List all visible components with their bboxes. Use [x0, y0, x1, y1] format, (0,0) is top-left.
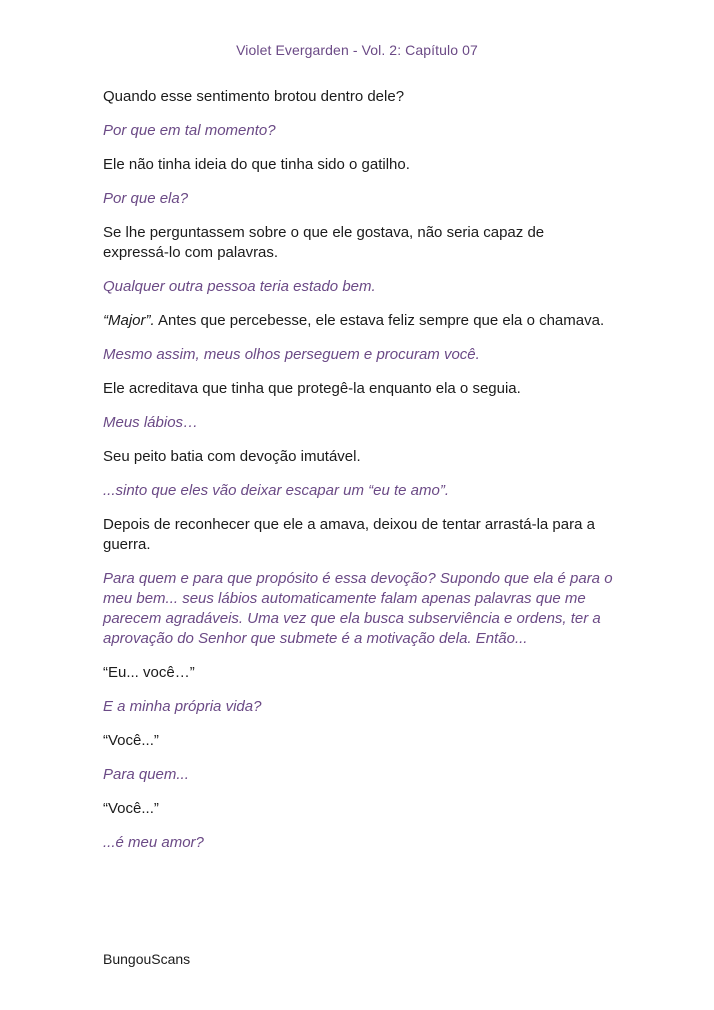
thought-line — [103, 569, 613, 649]
thought-text: E a minha própria vida? — [103, 698, 262, 715]
paragraph-text: “Você...” — [103, 800, 159, 817]
thought-text: Para quem e para que propósito é essa devoção? Supondo que ela é para o meu bem... seus lábios automaticamente falam apenas palavras que me parecem agradáveis. Uma vez que ela busca subserviência e ordens, ter a aprovação do Senhor que submete é a motivação dela. Então... — [103, 570, 613, 647]
paragraph — [103, 87, 613, 107]
paragraph-text: Ele acreditava que tinha que protegê-la enquanto ela o seguia. — [103, 380, 521, 397]
thought-line — [103, 345, 613, 365]
thought-line — [103, 765, 613, 785]
paragraph — [103, 663, 613, 683]
thought-text: Por que em tal momento? — [103, 122, 276, 139]
page-header-title: Violet Evergarden - Vol. 2: Capítulo 07 — [236, 42, 478, 58]
paragraph-text: Seu peito batia com devoção imutável. — [103, 448, 361, 465]
thought-text: Para quem... — [103, 766, 189, 783]
thought-text: Meus lábios… — [103, 414, 199, 431]
paragraph-text: “Eu... você…” — [103, 664, 195, 681]
paragraph — [103, 223, 613, 263]
paragraph — [103, 379, 613, 399]
thought-text: Por que ela? — [103, 190, 189, 207]
chapter-body — [103, 87, 613, 867]
paragraph — [103, 155, 613, 175]
thought-text: ...sinto que eles vão deixar escapar um “eu te amo”. — [103, 482, 450, 499]
thought-line — [103, 413, 613, 433]
thought-line — [103, 833, 613, 853]
paragraph-text: Quando esse sentimento brotou dentro dele? — [103, 88, 405, 105]
paragraph-text: Se lhe perguntassem sobre o que ele gostava, não seria capaz de expressá-lo com palavras. — [103, 224, 545, 261]
paragraph — [103, 311, 613, 331]
paragraph-text: Depois de reconhecer que ele a amava, deixou de tentar arrastá-la para a guerra. — [103, 516, 595, 553]
paragraph — [103, 447, 613, 467]
paragraph-text: Ele não tinha ideia do que tinha sido o gatilho. — [103, 156, 410, 173]
paragraph — [103, 515, 613, 555]
thought-text: ...é meu amor? — [103, 834, 204, 851]
paragraph-text: “Você...” — [103, 732, 159, 749]
paragraph — [103, 731, 613, 751]
thought-text: Qualquer outra pessoa teria estado bem. — [103, 278, 376, 295]
thought-line — [103, 189, 613, 209]
footer-credit: BungouScans — [103, 951, 191, 967]
paragraph — [103, 799, 613, 819]
paragraph-text: Antes que percebesse, ele estava feliz sempre que ela o chamava. — [154, 312, 605, 329]
emphasized-word: “Major”. — [103, 312, 155, 329]
thought-line — [103, 481, 613, 501]
thought-line — [103, 121, 613, 141]
thought-text: Mesmo assim, meus olhos perseguem e procuram você. — [103, 346, 480, 363]
thought-line — [103, 277, 613, 297]
thought-line — [103, 697, 613, 717]
